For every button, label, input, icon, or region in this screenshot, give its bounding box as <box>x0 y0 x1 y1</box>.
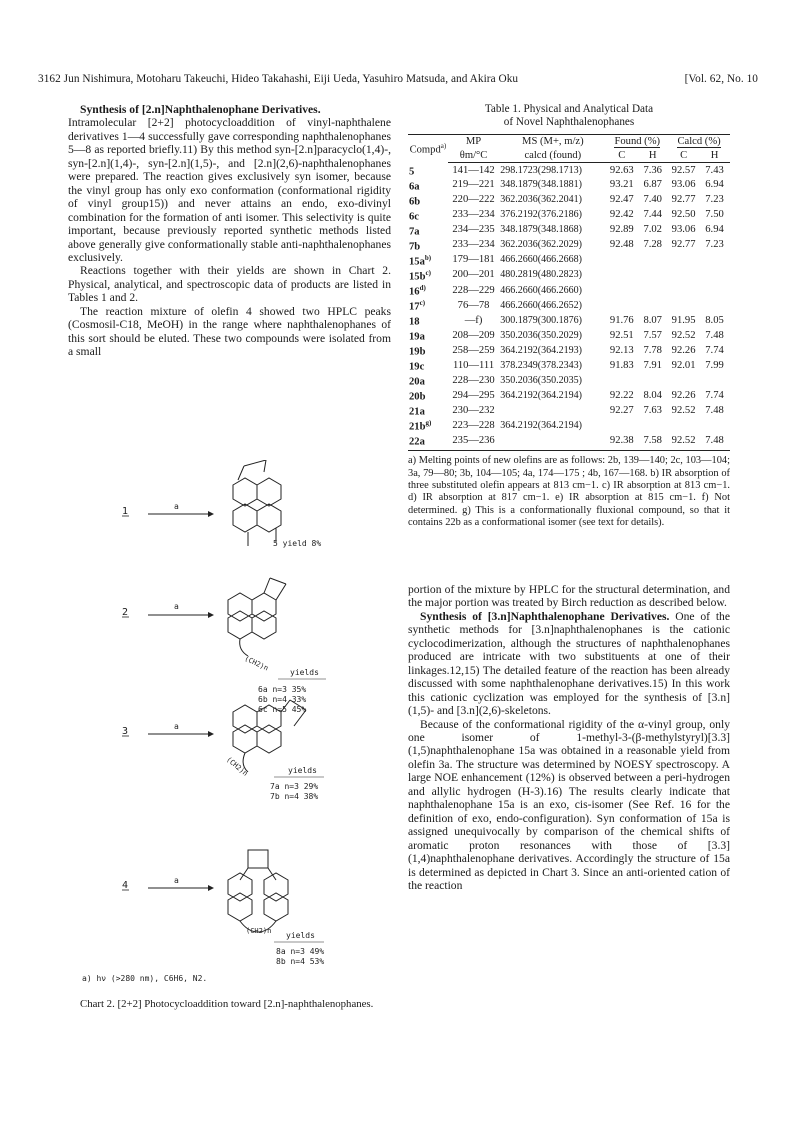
right-column <box>408 583 730 892</box>
mp-cell: 234—235 <box>452 224 495 236</box>
calcd-h-cell: 8.05 <box>705 314 724 326</box>
yield-7a: 7a n=3 29% <box>270 782 319 791</box>
mp-cell: 228—230 <box>452 374 495 386</box>
calcd-h-cell: 7.99 <box>705 359 724 371</box>
paragraph-cationic-cyclization: One of the synthetic methods for [3.n]naphthalenophanes is the cationic cyclocodimerization, although the structures of naphthalenophanes produced are intricate with two substituents at one of their linkages.12,15) The detailed feature of the reaction has been already discussed with some naphthalenophane derivatives.15) In this work this cationic cyclization was employed for the synthesis of [3.n](1,5)- and [3.n](2,6)-skeletons. <box>408 609 730 718</box>
compd-cell: 18 <box>409 316 420 328</box>
found-h-cell: 6.87 <box>643 179 662 191</box>
compd-cell: 6c <box>409 211 419 223</box>
mp-cell: 208—209 <box>452 329 495 341</box>
table-row <box>408 433 730 451</box>
mp-cell: 230—232 <box>452 404 495 416</box>
found-h-cell <box>637 373 668 388</box>
arrow-4-head <box>208 885 214 891</box>
yield-6c: 6c n=5 45% <box>258 705 307 714</box>
table-row <box>408 268 730 283</box>
found-c-cell <box>606 253 637 268</box>
table-row <box>408 403 730 418</box>
compd-cell: 19a <box>409 331 425 343</box>
yield-6b: 6b n=4 33% <box>258 695 307 704</box>
compd-cell: 17$^{c)}$ <box>409 298 426 313</box>
chart-2-graphic <box>68 460 398 1020</box>
naphthalenophane-6-structure <box>228 578 286 656</box>
found-h-cell: 7.44 <box>643 209 662 221</box>
reactant-1-label: 1 <box>122 506 129 517</box>
header-calcd: Calcd (%) <box>668 135 730 149</box>
table-row <box>408 208 730 223</box>
left-column <box>68 103 391 359</box>
calcd-c-cell <box>668 283 699 298</box>
calcd-c-cell <box>668 418 699 433</box>
calcd-h-cell: 6.94 <box>705 224 724 236</box>
found-c-cell: 92.48 <box>609 239 634 251</box>
mp-cell: 223—228 <box>452 419 495 431</box>
table-footnotes: a) Melting points of new olefins are as follows: 2b, 139—140; 2c, 103—104; 3a, 79—80; 3b, 104—105; 4a, 174—175 ; 4b, 167—168. b) IR absorption of three substituted olefin appears at 813 cm−1. c) IR absorption at 813 cm−1. d) IR absorption at 817 cm−1. e) IR absorption at 815 cm−1. f) Not determined. g) This is a conformationally fluxional compound, so that it contains 22b as a conformational isomer (see text for details). <box>408 455 730 529</box>
calcd-c-cell: 92.57 <box>671 164 696 176</box>
section-heading-3n: Synthesis of [3.n]Naphthalenophane Derivatives. <box>420 609 670 623</box>
ms-cell: 376.2192(376.2186) <box>500 209 582 221</box>
ms-cell: 480.2819(480.2823) <box>500 269 582 281</box>
calcd-h-cell: 7.48 <box>705 404 724 416</box>
calcd-h-cell: 7.48 <box>699 433 730 451</box>
header-ms-sub: calcd (found) <box>499 149 606 163</box>
found-c-cell: 92.22 <box>609 389 634 401</box>
ms-cell: 348.1879(348.1868) <box>500 224 582 236</box>
compd-cell: 7a <box>409 226 420 238</box>
table-row <box>408 388 730 403</box>
reagent-2: a <box>174 602 179 611</box>
table-body <box>408 163 730 451</box>
found-h-cell <box>637 253 668 268</box>
found-h-cell: 7.28 <box>643 239 662 251</box>
reactant-2-label: 2 <box>122 607 129 618</box>
table-row <box>408 373 730 388</box>
table-row <box>408 238 730 253</box>
arrow-3-head <box>208 731 214 737</box>
calcd-h-cell: 7.43 <box>705 164 724 176</box>
calcd-c-cell: 92.26 <box>671 344 696 356</box>
found-c-cell: 92.63 <box>609 164 634 176</box>
naphthalenophane-8-structure <box>228 850 288 932</box>
compd-cell: 19b <box>409 346 426 358</box>
found-c-cell: 92.13 <box>609 344 634 356</box>
reaction-conditions: a) hν (>280 nm), C6H6, N2. <box>82 974 208 983</box>
table-row <box>408 358 730 373</box>
found-h-cell: 7.02 <box>643 224 662 236</box>
table-row <box>408 298 730 313</box>
yield-8a: 8a n=3 49% <box>276 947 325 956</box>
naphthalenophane-5-structure <box>233 460 281 546</box>
paragraph-hplc-continued: portion of the mixture by HPLC for the structural determination, and the major portion was treated by Birch reduction as described below. <box>408 583 730 610</box>
found-c-cell: 92.89 <box>609 224 634 236</box>
table-row <box>408 178 730 193</box>
yield-5: 5 yield 8% <box>273 539 322 548</box>
found-c-cell: 91.76 <box>609 314 634 326</box>
compd-cell: 7b <box>409 241 421 253</box>
calcd-c-cell: 92.77 <box>671 239 696 251</box>
ms-cell: 362.2036(362.2029) <box>500 239 582 251</box>
compd-cell: $21b^{g)}$ <box>409 419 432 433</box>
table-row <box>408 223 730 238</box>
mp-cell: 179—181 <box>452 254 495 266</box>
found-c-cell <box>606 298 637 313</box>
found-c-cell <box>606 373 637 388</box>
compd-cell: 20a <box>409 376 425 388</box>
ms-cell: 364.2192(364.2193) <box>500 344 582 356</box>
header-calcd-h: H <box>699 149 730 163</box>
mp-cell: 141—142 <box>452 164 495 176</box>
table-row <box>408 418 730 433</box>
ms-cell: 466.2660(466.2660) <box>500 284 582 296</box>
table-row <box>408 283 730 298</box>
table-1 <box>408 134 730 451</box>
reaction-2 <box>122 578 326 714</box>
found-c-cell: 92.42 <box>609 209 634 221</box>
calcd-h-cell <box>699 298 730 313</box>
paragraph-hplc: The reaction mixture of olefin 4 showed two HPLC peaks (Cosmosil-C18, MeOH) in the range where naphthalenophanes of this sort should be eluted. These two compounds were isolated from a small <box>68 304 391 359</box>
ms-cell: 300.1879(300.1876) <box>500 314 582 326</box>
found-c-cell: 92.51 <box>609 329 634 341</box>
header-found-h: H <box>637 149 668 163</box>
paragraph-reactions: Reactions together with their yields are shown in Chart 2. Physical, analytical, and spectroscopic data of products are listed in Tables 1 and 2. <box>68 264 391 305</box>
compd-cell: 19c <box>409 361 425 373</box>
ms-cell: 466.2660(466.2652) <box>500 299 582 311</box>
header-mp-unit: θm/°C <box>448 149 499 163</box>
calcd-h-cell: 7.48 <box>705 329 724 341</box>
chart-2 <box>68 460 398 1020</box>
found-h-cell <box>637 283 668 298</box>
found-h-cell: 7.36 <box>643 164 662 176</box>
found-h-cell: 8.07 <box>643 314 662 326</box>
chart-2-caption: Chart 2. [2+2] Photocycloaddition toward [2.n]-naphthalenophanes. <box>80 998 374 1010</box>
header-found-c: C <box>606 149 637 163</box>
calcd-c-cell: 93.06 <box>671 179 696 191</box>
section-heading-2n: Synthesis of [2.n]Naphthalenophane Derivatives. <box>80 103 321 116</box>
yield-8b: 8b n=4 53% <box>276 957 325 966</box>
table-title-line1: Table 1. Physical and Analytical Data <box>484 103 654 115</box>
mp-cell: 233—234 <box>452 209 495 221</box>
calcd-c-cell: 93.06 <box>671 224 696 236</box>
reagent-3: a <box>174 722 179 731</box>
calcd-c-cell <box>668 268 699 283</box>
calcd-h-cell <box>699 283 730 298</box>
found-c-cell <box>606 418 637 433</box>
compd-cell: $15b^{c)}$ <box>409 268 431 283</box>
compd-cell: 20b <box>409 391 426 403</box>
reaction-4 <box>122 850 324 966</box>
table-title-line2: of Novel Naphthalenophanes <box>503 116 635 128</box>
found-c-cell <box>606 283 637 298</box>
ms-cell: 364.2192(364.2194) <box>500 389 582 401</box>
compd-cell: 6b <box>409 196 421 208</box>
yield-7b: 7b n=4 38% <box>270 792 319 801</box>
chain-2: (CH2)n <box>243 654 270 673</box>
ms-cell: 350.2036(350.2029) <box>500 329 582 341</box>
ms-cell <box>499 433 606 451</box>
calcd-h-cell: 7.50 <box>705 209 724 221</box>
ms-cell: 348.1879(348.1881) <box>500 179 582 191</box>
compd-cell: 6a <box>409 181 420 193</box>
found-h-cell: 7.58 <box>637 433 668 451</box>
found-h-cell: 7.57 <box>643 329 662 341</box>
calcd-c-cell: 92.01 <box>671 359 696 371</box>
header-calcd-c: C <box>668 149 699 163</box>
header-mp: MP <box>448 135 499 149</box>
arrow-2-head <box>208 612 214 618</box>
calcd-h-cell <box>699 253 730 268</box>
table-1-block <box>408 103 730 530</box>
yields-2-title: yields <box>290 668 319 677</box>
calcd-c-cell: 92.52 <box>671 404 696 416</box>
running-head <box>38 73 758 85</box>
found-h-cell: 7.78 <box>643 344 662 356</box>
mp-cell: 258—259 <box>452 344 495 356</box>
calcd-h-cell <box>699 373 730 388</box>
found-c-cell: 93.21 <box>609 179 634 191</box>
table-row <box>408 328 730 343</box>
mp-cell: 76—78 <box>457 299 490 311</box>
calcd-c-cell: 92.50 <box>671 209 696 221</box>
mp-cell: 228—229 <box>452 284 495 296</box>
chain-3: (CH2)n <box>224 755 250 778</box>
compd-cell: 22a <box>408 433 448 451</box>
header-compd: Compd$^{a)}$ <box>408 135 448 163</box>
table-row <box>408 163 730 178</box>
calcd-h-cell: 7.74 <box>705 344 724 356</box>
mp-cell: —f) <box>464 314 483 326</box>
found-h-cell <box>637 298 668 313</box>
calcd-c-cell <box>668 298 699 313</box>
calcd-c-cell: 92.26 <box>671 389 696 401</box>
mp-cell: 233—234 <box>452 239 495 251</box>
found-h-cell: 7.91 <box>643 359 662 371</box>
calcd-c-cell: 91.95 <box>671 314 696 326</box>
calcd-c-cell: 92.52 <box>671 329 696 341</box>
yields-4-title: yields <box>286 931 315 940</box>
calcd-h-cell: 6.94 <box>705 179 724 191</box>
arrow-1-head <box>208 511 214 517</box>
calcd-c-cell <box>668 373 699 388</box>
reactant-3-label: 3 <box>122 726 129 737</box>
table-row <box>408 343 730 358</box>
calcd-c-cell: 92.77 <box>671 194 696 206</box>
header-ms: MS (M+, m/z) <box>499 135 606 149</box>
compd-cell: 21a <box>409 406 425 418</box>
mp-cell: 235—236 <box>448 433 499 451</box>
mp-cell: 294—295 <box>452 389 495 401</box>
running-head-authors: 3162 Jun Nishimura, Motoharu Takeuchi, Hideo Takahashi, Eiji Ueda, Yasuhiro Matsuda, and Akira Oku <box>38 73 519 85</box>
calcd-h-cell <box>699 418 730 433</box>
table-row <box>408 313 730 328</box>
calcd-h-cell: 7.23 <box>705 239 724 251</box>
yield-6a: 6a n=3 35% <box>258 685 307 694</box>
ms-cell <box>499 403 606 418</box>
paragraph-conformational-rigidity: Because of the conformational rigidity of the α-vinyl group, only one isomer of 1-methyl-3-(β-methylstyryl)[3.3](1,5)naphthalenophane 15a was obtained in a reasonable yield from olefin 3a. The structure was determined by NOESY spectroscopy. A large NOE enhancement (12%) is observed between a peri-hydrogen and allylic hydrogen (H-3).16) The results clearly indicate that naphthalenophane 15a is an exo, cis-isomer (See Ref. 16 for the definition of exo, endo-configuration). Syn conformation of 15a is assigned unequivocally by comparison of the chemical shifts of aromatic proton resonances with those of [3.3](1,4)naphthalenophane derivatives. Accordingly the structure of 15a is determined as depicted in Chart 3. Since an anti-oriented cation of the reaction <box>408 717 730 892</box>
found-c-cell: 92.27 <box>609 404 634 416</box>
reaction-1 <box>122 460 321 548</box>
mp-cell: 200—201 <box>452 269 495 281</box>
reaction-3 <box>122 700 324 801</box>
compd-cell: 5 <box>409 166 415 178</box>
ms-cell: 298.1723(298.1713) <box>500 164 582 176</box>
found-h-cell <box>637 268 668 283</box>
ms-cell: 362.2036(362.2041) <box>500 194 582 206</box>
table-row <box>408 253 730 268</box>
chain-4: (CH2)n <box>246 927 272 935</box>
calcd-c-cell: 92.52 <box>668 433 699 451</box>
paragraph-photocycloaddition: Intramolecular [2+2] photocycloaddition of vinyl-naphthalene derivatives 1—4 successfully gave corresponding naphthalenophanes 5—8 as reported briefly.11) By this method syn-[2.n]paracyclo(1,4)-, syn-[2.n](1,4)-, syn-[2.n](1,5)-, and [2.n](2,6)-naphthalenophanes were prepared. The reaction gives exclusively syn isomer, because the vinyl group has only exo conformation (conformational rigidity of vinyl group15)) and never attains an endo, exo-divinyl combination for the formation of anti isomer. This selectivity is quite important, because previously reported synthetic methods listed above generally give conformationally stable anti-naphthalenophanes exclusively. <box>68 116 391 264</box>
reagent-1: a <box>174 502 179 511</box>
calcd-c-cell <box>668 253 699 268</box>
ms-cell: 466.2660(466.2668) <box>500 254 582 266</box>
reactant-4-label: 4 <box>122 880 129 891</box>
found-c-cell: 91.83 <box>609 359 634 371</box>
yields-3-title: yields <box>288 766 317 775</box>
calcd-h-cell <box>699 268 730 283</box>
mp-cell: 220—222 <box>452 194 495 206</box>
found-c-cell: 92.47 <box>609 194 634 206</box>
calcd-h-cell: 7.23 <box>705 194 724 206</box>
found-c-cell: 92.38 <box>606 433 637 451</box>
found-h-cell: 8.04 <box>643 389 662 401</box>
found-c-cell <box>606 268 637 283</box>
ms-cell: 364.2192(364.2194) <box>500 419 582 431</box>
table-row <box>408 193 730 208</box>
ms-cell: 350.2036(350.2035) <box>500 374 582 386</box>
found-h-cell <box>637 418 668 433</box>
found-h-cell: 7.40 <box>643 194 662 206</box>
calcd-h-cell: 7.74 <box>705 389 724 401</box>
running-head-volume: [Vol. 62, No. 10 <box>684 73 758 85</box>
mp-cell: 219—221 <box>452 179 495 191</box>
compd-cell: 16$^{d)}$ <box>409 283 426 298</box>
reagent-4: a <box>174 876 179 885</box>
ms-cell: 378.2349(378.2343) <box>500 359 582 371</box>
mp-cell: 110—111 <box>452 359 495 371</box>
header-found: Found (%) <box>606 135 668 149</box>
compd-cell: $15a^{b)}$ <box>409 253 432 268</box>
found-h-cell: 7.63 <box>643 404 662 416</box>
